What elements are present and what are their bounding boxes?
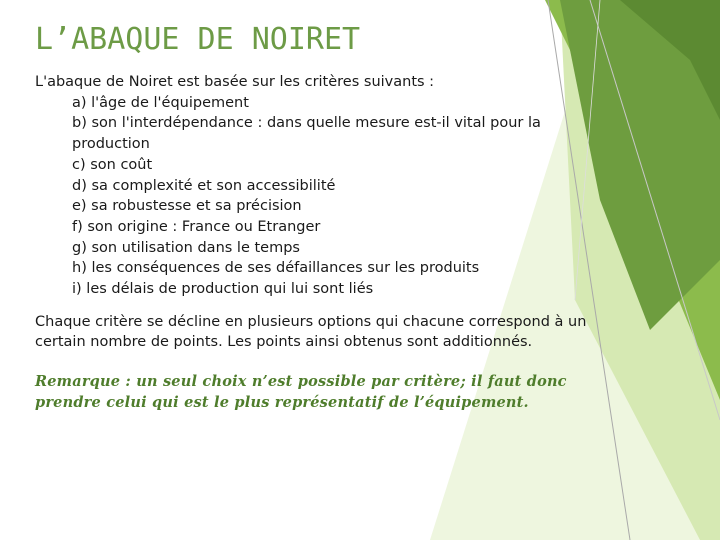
criteria-item: g) son utilisation dans le temps bbox=[72, 239, 300, 256]
slide-body bbox=[35, 72, 600, 413]
points-paragraph: Chaque critère se décline en plusieurs options qui chacune correspond à un certain nombre de points. Les points ainsi obtenus sont additionnés. bbox=[35, 313, 587, 351]
criteria-item: b) son l'interdépendance : dans quelle mesure est-il vital pour la production bbox=[72, 115, 541, 153]
criteria-item: e) sa robustesse et sa précision bbox=[72, 198, 302, 215]
slide-title: L’ABAQUE DE NOIRET bbox=[35, 22, 361, 57]
criteria-item: f) son origine : France ou Etranger bbox=[72, 218, 321, 235]
criteria-item: d) sa complexité et son accessibilité bbox=[72, 177, 336, 194]
criteria-item: a) l'âge de l'équipement bbox=[72, 94, 249, 111]
intro-text: L'abaque de Noiret est basée sur les critères suivants : bbox=[35, 74, 435, 90]
criteria-item: c) son coût bbox=[72, 156, 153, 173]
remark-note: Remarque : un seul choix n’est possible par critère; il faut donc prendre celui qui est le plus représentatif de l’équipement. bbox=[35, 372, 567, 411]
criteria-item: i) les délais de production qui lui sont liés bbox=[72, 281, 374, 298]
criteria-list bbox=[35, 93, 600, 300]
criteria-item: h) les conséquences de ses défaillances sur les produits bbox=[72, 260, 480, 277]
